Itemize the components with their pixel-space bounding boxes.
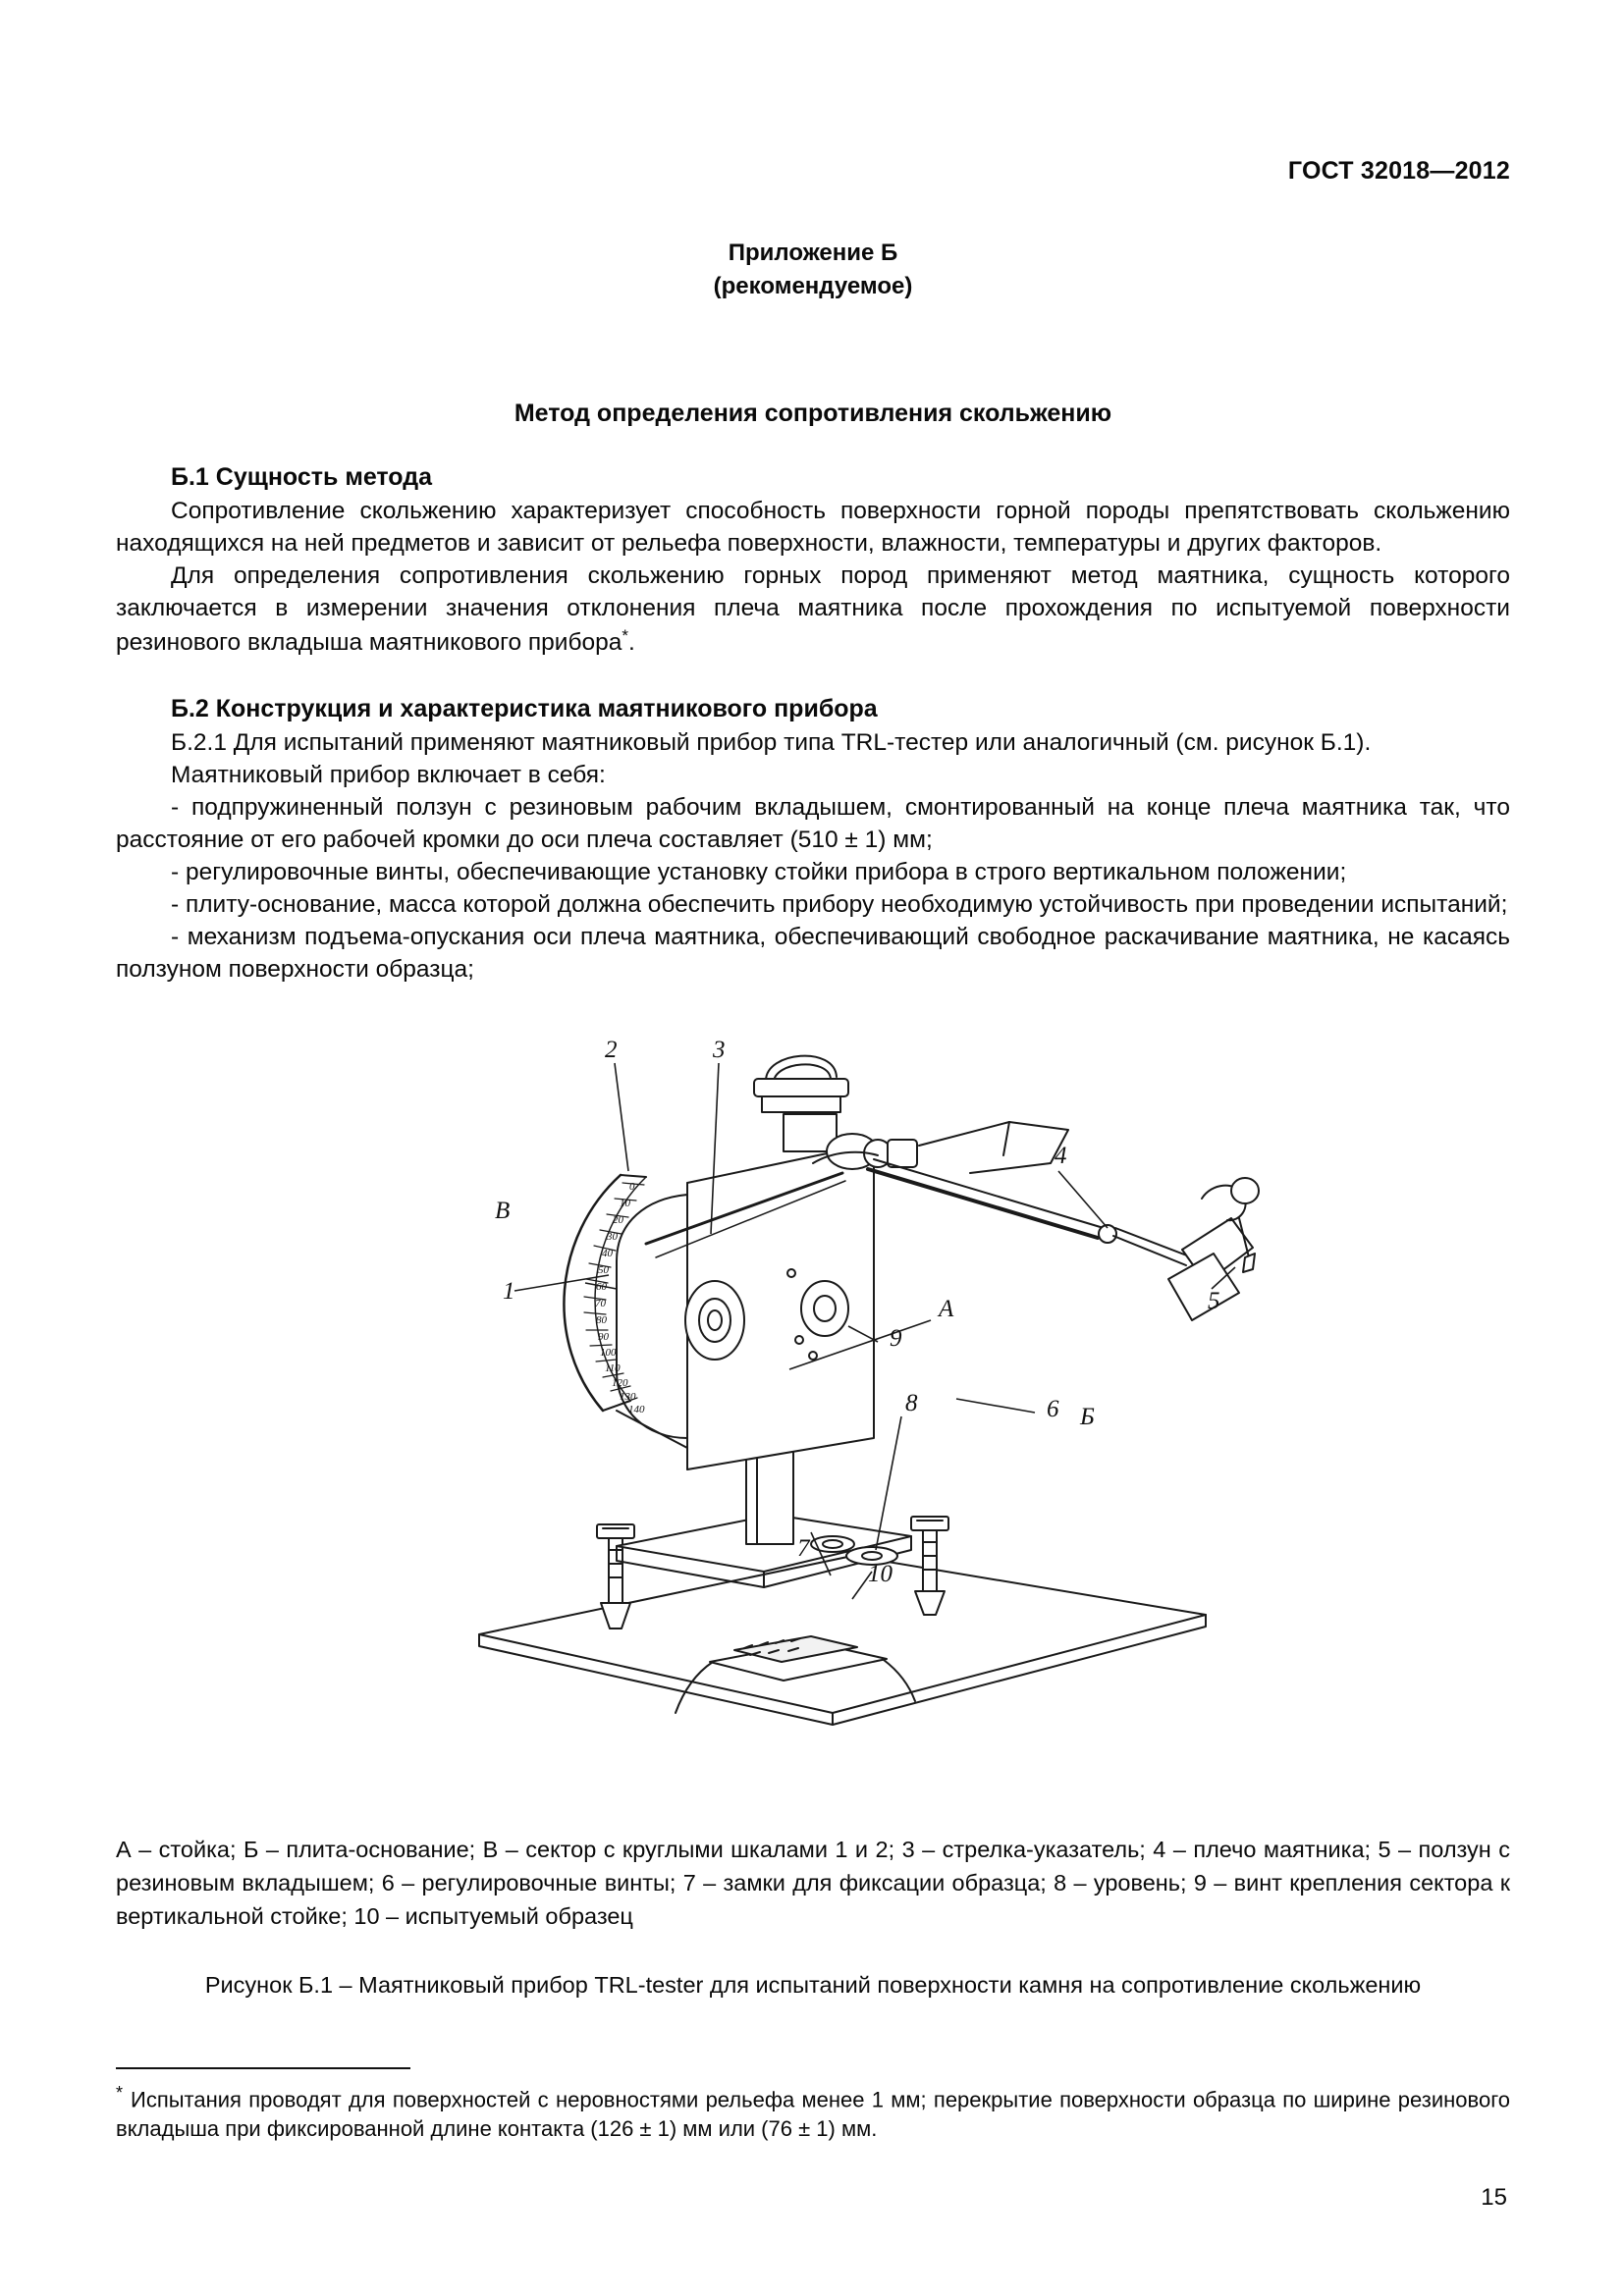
figure-caption: Рисунок Б.1 – Маятниковый прибор TRL-tester для испытаний поверхности камня на сопротивление скольжению — [204, 1971, 1422, 1998]
svg-text:4: 4 — [1055, 1142, 1067, 1169]
svg-text:60: 60 — [596, 1280, 607, 1293]
svg-text:30: 30 — [607, 1230, 618, 1243]
svg-text:50: 50 — [598, 1263, 609, 1276]
svg-text:0: 0 — [629, 1180, 635, 1193]
footnote-marker: * — [622, 625, 629, 645]
svg-text:10: 10 — [868, 1560, 893, 1587]
paragraph: Б.2.1 Для испытаний применяют маятниковый прибор типа TRL-тестер или аналогичный (см. рисунок Б.1). — [171, 729, 1372, 756]
section-heading-b2: Б.2 Конструкция и характеристика маятникового прибора — [171, 695, 878, 722]
svg-text:110: 110 — [605, 1362, 621, 1374]
paragraph: - подпружиненный ползун с резиновым рабочим вкладышем, смонтированный на конце плеча маятника так, что расстояние от его рабочей кромки до оси плеча составляет (510 ± 1) мм; — [116, 793, 1510, 853]
svg-text:Б: Б — [1080, 1403, 1095, 1430]
section-b1-body — [116, 496, 1510, 660]
svg-text:А: А — [939, 1295, 954, 1322]
svg-text:6: 6 — [1047, 1395, 1059, 1422]
standard-header: ГОСТ 32018—2012 — [1287, 157, 1510, 185]
svg-text:2: 2 — [605, 1036, 618, 1063]
svg-text:10: 10 — [620, 1197, 630, 1209]
figure-drawing — [322, 1026, 1304, 1801]
svg-text:90: 90 — [598, 1330, 609, 1343]
svg-text:120: 120 — [612, 1376, 628, 1389]
page-content — [116, 0, 1510, 2145]
paragraph: Маятниковый прибор включает в себя: — [171, 761, 606, 788]
svg-text:3: 3 — [713, 1036, 726, 1063]
footnote-star: * — [116, 2082, 124, 2103]
svg-text:1: 1 — [503, 1277, 515, 1305]
footnote — [116, 2081, 1510, 2145]
svg-text:5: 5 — [1208, 1287, 1220, 1314]
svg-text:9: 9 — [890, 1324, 902, 1352]
appendix-title: Приложение Б — [728, 240, 898, 266]
svg-text:130: 130 — [620, 1390, 636, 1403]
section-b2-body — [116, 727, 1510, 987]
svg-text:70: 70 — [595, 1297, 606, 1309]
footnote-text: Испытания проводят для поверхностей с неровностями рельефа менее 1 мм; перекрытие поверхности образца по ширине резинового вкладыша при фиксированной длине контакта (126 ± 1) мм или (76 ± 1) мм. — [116, 2087, 1510, 2142]
svg-text:8: 8 — [905, 1389, 918, 1416]
paragraph: - механизм подъема-опускания оси плеча маятника, обеспечивающий свободное раскачивание маятника, не касаясь ползуном поверхности образца; — [116, 923, 1510, 983]
paragraph: Для определения сопротивления скольжению горных пород применяют метод маятника, сущность которого заключается в измерении значения отклонения плеча маятника после прохождения по испытуемой поверхности резинового вкладыша маятникового прибора*. — [116, 562, 1510, 657]
svg-text:7: 7 — [797, 1534, 810, 1562]
footnote-divider — [116, 2067, 410, 2069]
paragraph: Сопротивление скольжению характеризует способность поверхности горной породы препятствовать скольжению находящихся на ней предметов и зависит от рельефа поверхности, влажности, температуры и других факторов. — [116, 498, 1510, 558]
svg-text:140: 140 — [628, 1403, 645, 1415]
method-title: Метод определения сопротивления скольжению — [514, 400, 1112, 428]
svg-text:100: 100 — [600, 1346, 617, 1359]
svg-text:40: 40 — [602, 1247, 613, 1259]
paragraph-text: Для определения сопротивления скольжению горных пород применяют метод маятника, сущность которого заключается в измерении значения отклонения плеча маятника после прохождения по испытуемой поверхности резинового вкладыша маятникового прибора — [116, 562, 1510, 657]
svg-text:80: 80 — [596, 1313, 607, 1326]
svg-text:В: В — [495, 1197, 511, 1224]
paragraph: - плиту-основание, масса которой должна обеспечить прибору необходимую устойчивость при проведении испытаний; — [171, 890, 1508, 918]
page-number: 15 — [1481, 2184, 1507, 2211]
appendix-subtitle: (рекомендуемое) — [713, 273, 913, 300]
section-heading-b1: Б.1 Сущность метода — [171, 463, 433, 492]
figure-legend: А – стойка; Б – плита-основание; В – сектор с круглыми шкалами 1 и 2; 3 – стрелка-указатель; 4 – плечо маятника; 5 – ползун с резиновым вкладышем; 6 – регулировочные винты; 7 – замки для фиксации образца; 8 – уровень; 9 – винт крепления сектора к вертикальной стойке; 10 – испытуемый образец — [116, 1836, 1510, 1929]
svg-text:20: 20 — [613, 1213, 623, 1226]
figure-pendulum-device — [116, 1026, 1510, 1811]
paragraph: - регулировочные винты, обеспечивающие установку стойки прибора в строго вертикальном положении; — [171, 858, 1347, 885]
